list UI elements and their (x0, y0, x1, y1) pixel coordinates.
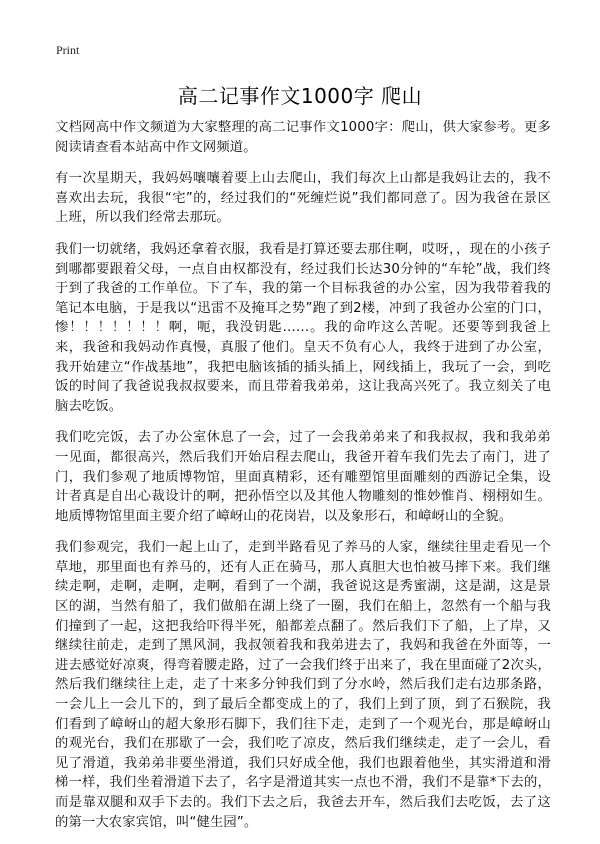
article-title: 高二记事作文1000字 爬山 (177, 84, 423, 108)
article-paragraph: 我们参观完，我们一起上山了，走到半路看见了养马的人家，继续往里走看见一个草地，那里面也有养马的，还有人正在骑马，那人真胆大也怕被马摔下来。我们继续走啊，走啊，走啊，走啊，看到了一个湖，我爸说这是秀蜜湖，这是湖，这是景区的湖，当然有船了，我们做船在湖上绕了一圈，我们在船上，忽然有一个船与我们撞到了一起，这把我给吓得半死，船都差点翻了。然后我们下了船，上了岸，又继续往前走，走到了黑风洞，我叔领着我和我弟进去了，我妈和我爸在外面等，一进去感觉好凉爽，得弯着腰走路，过了一会我们终于出来了，我在里面碰了2次头，然后我们继续往上走，走了十来多分钟我们到了分水岭，然后我们走右边那条路，一会儿上一会儿下的，到了最后全都变成上的了，我们上到了顶，到了石猴院，我们看到了嶂岈山的超大象形石脚下，我们往下走，走到了一个观光台，那是嶂岈山的观光台，我们在那歇了一会，我们吃了凉皮，然后我们继续走，走了一会儿，看见了滑道，我弟弟非要坐滑道，我们只好成全他，我们也跟着他坐，其实滑道和滑梯一样，我们坐着滑道下去了，名字是滑道其实一点也不滑，我们不是靠*下去的，而是靠双腿和双手下去的。我们下去之后，我爸去开车，然后我们去吃饭，去了这的第一大农家宾馆，叫“健生园”。 (55, 540, 551, 830)
article-paragraph: 有一次星期天，我妈妈嚷嚷着要上山去爬山，我们每次上山都是我妈让去的，我不喜欢出去玩，我很“宅”的，经过我们的“死缠烂说”我们都同意了。因为我爸在景区上班，所以我们经常去那玩。 (55, 171, 551, 226)
article-paragraph: 我们吃完饭，去了办公室休息了一会，过了一会我弟弟来了和我叔叔，我和我弟弟一见面，都很高兴，然后我们开始启程去爬山，我爸开着车我们先去了南门，进了门，我们参观了地质博物馆，里面真精彩，还有雕塑馆里面雕刻的西游记全集，设计者真是自出心裁设计的啊，把孙悟空以及其他人物雕刻的惟妙惟肖、栩栩如生。地质博物馆里面主要介绍了嶂岈山的花岗岩，以及象形石，和嶂岈山的全貌。 (55, 430, 551, 524)
print-label: Print (56, 43, 80, 57)
article-body (55, 118, 551, 844)
article-paragraph: 我们一切就绪，我妈还拿着衣服，我看是打算还要去那住啊，哎呀，，现在的小孩子到哪都要跟着父母，一点自由权都没有，经过我们长达30分钟的“车轮”战，我们终于到了我爸的工作单位。下了车，我的第一个目标我爸的办公室，因为我带着我的笔记本电脑，于是我以“迅雷不及掩耳之势”跑了到2楼，冲到了我爸办公室的门口，惨！！！！！！！啊，呃，我没钥匙……。我的命咋这么苦呢。还要等到我爸上来，我爸和我妈动作真慢，真服了他们。皇天不负有心人，我终于进到了办公室，我开始建立“作战基地”，我把电脑该插的插头插上，网线插上，我玩了一会，到吃饭的时间了我爸说我叔叔要来，而且带着我弟弟，这让我高兴死了。我立刻关了电脑去吃饭。 (55, 241, 551, 414)
article-paragraph: 文档网高中作文频道为大家整理的高二记事作文1000字：爬山，供大家参考。更多阅读请查看本站高中作文网频道。 (55, 120, 551, 155)
